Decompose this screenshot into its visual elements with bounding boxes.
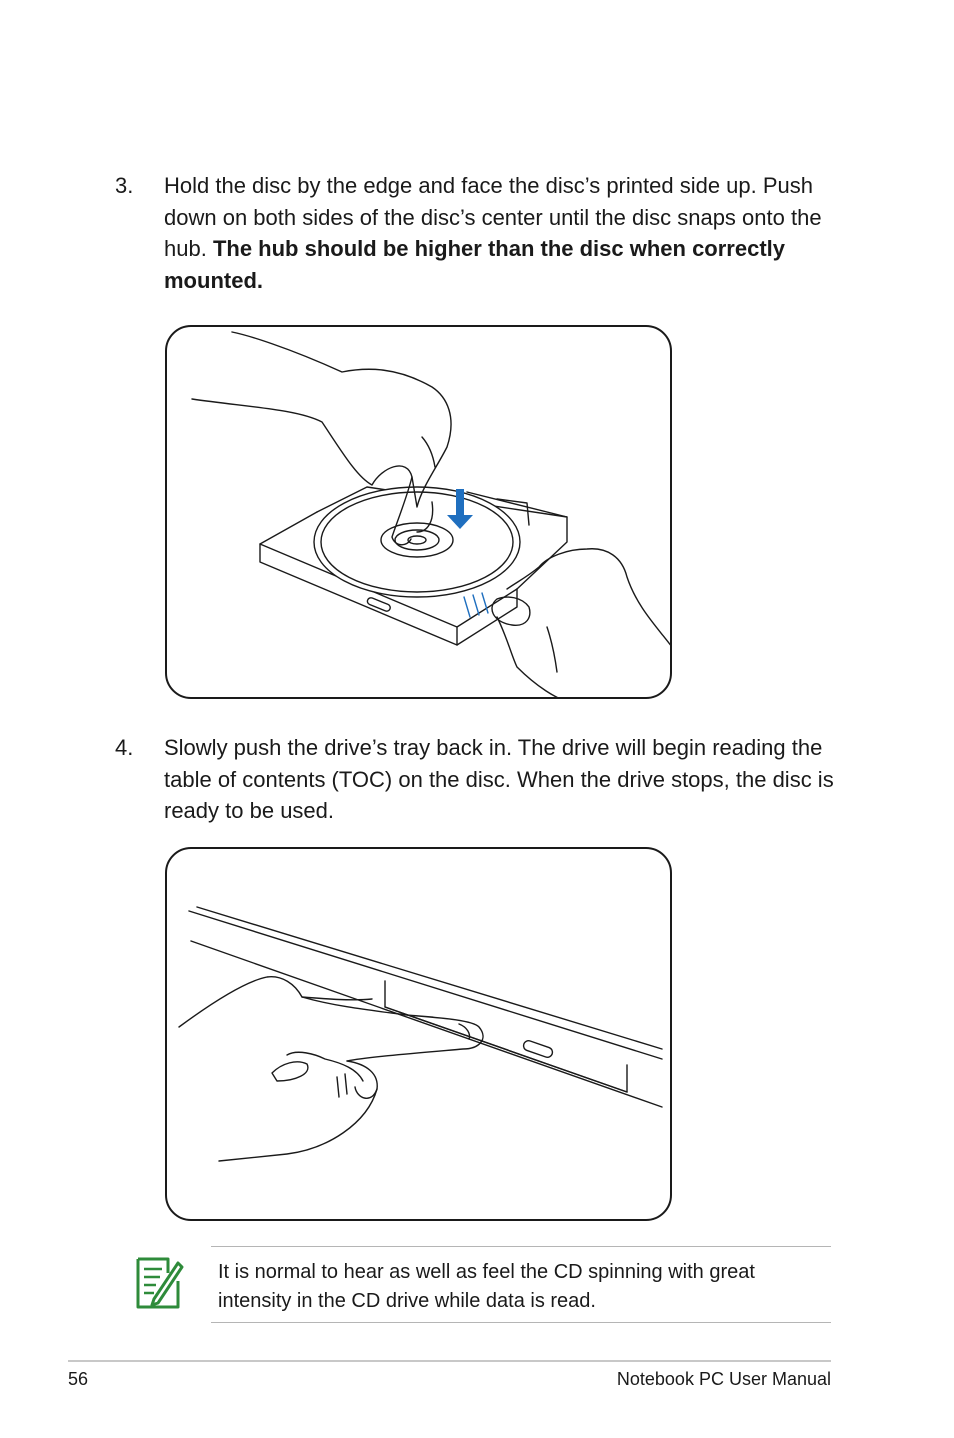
step-4: [115, 732, 845, 827]
step-text-bold: The hub should be higher than the disc when correctly mounted.: [164, 236, 786, 293]
page-number: 56: [68, 1369, 89, 1389]
step-number: 4.: [115, 735, 134, 760]
step-text-regular: Hold the disc by the edge and face the disc’s printed side up. Push down on both sides of the disc’s center until the disc snaps onto the hub.: [164, 173, 822, 261]
note-bottom-rule: [211, 1322, 831, 1323]
figure-push-tray: [165, 847, 672, 1221]
footer-rule: [68, 1360, 831, 1362]
illustration-mount-disc: [167, 327, 672, 699]
step-text: [164, 170, 845, 296]
step-3: [115, 170, 845, 296]
note-text: It is normal to hear as well as feel the CD spinning with great intensity in the CD drive while data is read.: [218, 1261, 755, 1312]
illustration-push-tray: [167, 849, 672, 1221]
step-number: 3.: [115, 173, 134, 198]
note-pencil-icon: [134, 1253, 184, 1311]
step-text: Slowly push the drive’s tray back in. The drive will begin reading the table of contents (TOC) on the disc. When the drive stops, the disc is ready to be used.: [164, 735, 834, 823]
figure-mount-disc: [165, 325, 672, 699]
manual-title: Notebook PC User Manual: [616, 1369, 831, 1389]
note-top-rule: [211, 1246, 831, 1247]
